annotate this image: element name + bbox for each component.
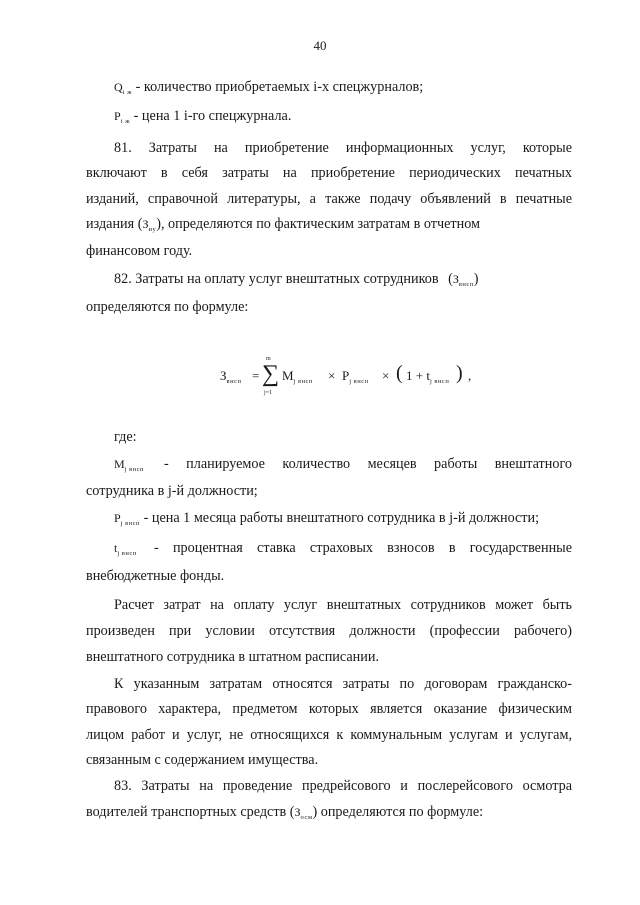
symbol-z-vnsp: З <box>452 272 459 286</box>
costs-line-4: связанным с содержанием имущества. <box>86 752 319 768</box>
p81-line-3: изданий, справочной литературы, а также подачу объявлений в печатные <box>86 191 572 207</box>
costs-line-3: лицом работ и услуг, не относящихся к коммунальным услугам и услугам, <box>86 727 572 743</box>
definition-t-line-2: внебюджетные фонды. <box>86 568 225 584</box>
p81-line-4 <box>86 215 572 239</box>
p81-line-1: 81. Затраты на приобретение информационных услуг, которые <box>114 140 572 156</box>
formula-p-sub: j внсп <box>349 378 369 385</box>
definition-m-line-2: сотрудника в j-й должности; <box>86 483 258 499</box>
calc-line-2: произведен при условии отсутствия должности (профессии рабочего) <box>86 623 572 639</box>
formula-sum-top: m <box>266 356 271 362</box>
formula-times-1: × <box>328 368 336 383</box>
p82-line-1 <box>114 270 572 294</box>
p81-line-5: финансовом году. <box>86 243 193 259</box>
formula-one-plus-t <box>406 368 449 385</box>
formula-m-sym: M <box>282 368 294 383</box>
p83-line-2-end: ) определяются по формуле: <box>312 804 484 820</box>
definition-p <box>114 107 572 131</box>
symbol-z-iu: З <box>142 217 149 231</box>
p81-line-4-start: издания <box>86 216 135 232</box>
p82-paren-open: ( <box>448 271 453 287</box>
definition-p-month <box>114 509 572 533</box>
symbol-m-sub: j внсп <box>124 466 145 473</box>
p83-line-2 <box>86 803 572 827</box>
definition-m <box>114 455 572 479</box>
definition-t-symbol <box>114 539 154 563</box>
p83-line-1: 83. Затраты на проведение предрейсового и послерейсового осмотра <box>114 778 572 794</box>
formula-paren-close: ) <box>456 362 463 384</box>
symbol-q-sub: i ж <box>122 89 133 96</box>
costs-line-1: К указанным затратам относятся затраты по договорам гражданско- <box>114 676 572 692</box>
formula-p <box>342 368 369 385</box>
formula-p-sym: P <box>342 368 350 383</box>
symbol-p-vnsp: P <box>114 511 121 525</box>
symbol-z-osm-sub: осм <box>300 814 313 821</box>
symbol-z-vnsp-sub: внсп <box>458 281 474 288</box>
p81-line-2: включают в себя затраты на приобретение периодических печатных <box>86 165 572 181</box>
formula-equals: = <box>252 368 260 383</box>
symbol-t: t <box>114 541 118 555</box>
symbol-t-sub: j внсп <box>117 550 137 557</box>
formula-paren-open: ( <box>396 362 403 384</box>
symbol-q: Q <box>114 80 123 94</box>
page-number: 40 <box>313 38 327 53</box>
formula-times-2: × <box>382 368 390 383</box>
definition-q <box>114 78 572 102</box>
calc-line-3: внештатного сотрудника в штатном расписании. <box>86 649 379 665</box>
definition-t <box>114 539 572 563</box>
formula-vnsp <box>220 356 480 400</box>
definition-t-text: - процентная ставка страховых взносов в государственные <box>154 540 572 556</box>
p81-paren-open: ( <box>137 216 143 232</box>
definition-p-text: - цена 1 i-го спецжурнала. <box>130 108 292 124</box>
definition-m-text: - планируемое количество месяцев работы внештатного <box>164 456 572 472</box>
symbol-p: P <box>114 109 121 123</box>
where-label: где: <box>114 429 137 445</box>
definition-m-symbol <box>114 455 164 479</box>
formula-m <box>282 368 313 385</box>
symbol-p-sub: i ж <box>120 118 131 125</box>
p82-line-1-text: 82. Затраты на оплату услуг внештатных сотрудников <box>114 271 439 287</box>
p83-line-2-start: водителей транспортных средств ( <box>86 804 295 820</box>
symbol-z-osm: З <box>294 805 301 819</box>
definition-q-text: - количество приобретаемых i-х спецжурналов; <box>132 79 424 95</box>
calc-line-1: Расчет затрат на оплату услуг внештатных сотрудников может быть <box>114 597 572 613</box>
p82-paren-close: ) <box>473 271 479 287</box>
costs-line-2: правового характера, предметом которых является оказание физическим <box>86 701 572 717</box>
p82-line-2: определяются по формуле: <box>86 299 249 315</box>
formula-lhs-sub: внсп <box>226 378 242 385</box>
p81-line-4-end: , определяются по фактическим затратам в отчетном <box>160 216 481 232</box>
definition-p-month-text: - цена 1 месяца работы внештатного сотрудника в j-й должности; <box>140 510 540 526</box>
formula-lhs-sym: З <box>220 368 227 383</box>
formula-m-sub: j внсп <box>293 378 313 385</box>
symbol-m: M <box>114 457 125 471</box>
formula-comma: , <box>468 368 472 383</box>
formula-t-sub: j внсп <box>429 378 450 385</box>
formula-sum-bottom: j=1 <box>264 390 273 396</box>
sigma-icon: ∑ <box>262 361 280 387</box>
symbol-p-vnsp-sub: j внсп <box>120 520 141 527</box>
symbol-z-iu-sub: иу <box>148 226 157 233</box>
formula-lhs <box>220 368 241 385</box>
p81-paren-close: ) <box>156 216 161 232</box>
formula-one-plus-t-text: 1 + t <box>406 368 430 383</box>
